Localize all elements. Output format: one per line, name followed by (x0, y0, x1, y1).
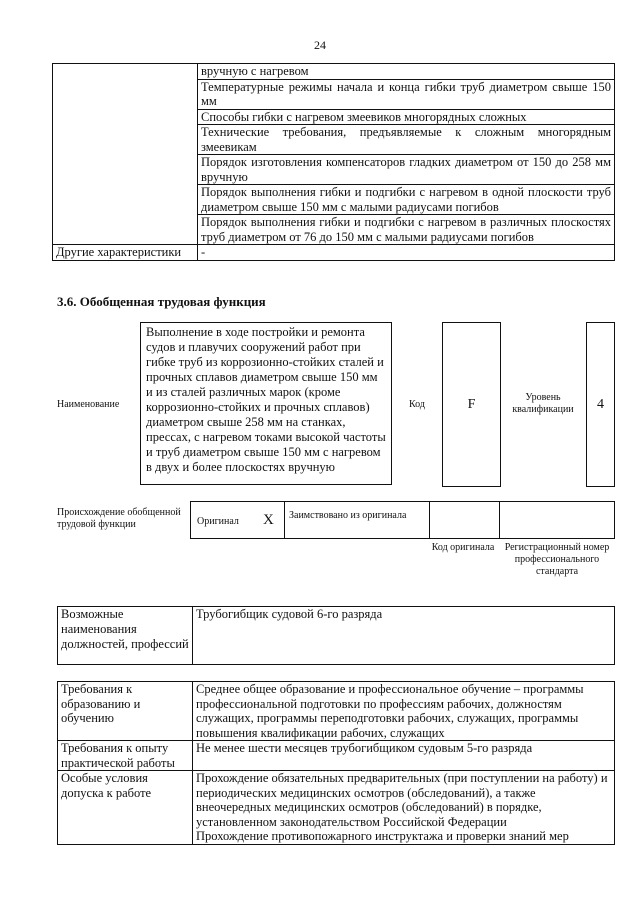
requirements-table (57, 681, 615, 845)
positions-label: Возможные наименования должностей, профессий (58, 607, 193, 665)
level-value-box (586, 322, 615, 487)
origin-borrowed-cell (285, 502, 430, 538)
table-cell: Способы гибки с нагревом змеевиков многорядных сложных (198, 109, 615, 125)
code-value-box (442, 322, 501, 487)
origin-label: Происхождение обобщенной трудовой функции (57, 507, 181, 530)
positions-value: Трубогибщик судовой 6-го разряда (193, 607, 615, 665)
requirement-label: Особые условия допуска к работе (58, 771, 193, 845)
table-cell: Температурные режимы начала и конца гибки труб диаметром свыше 150 мм (198, 79, 615, 109)
function-name-box: Выполнение в ходе постройки и ремонта судов и плавучих сооружений работ при гибке труб из коррозионно-стойких сталей и прочных сплавов диаметром свыше 150 мм и из сталей различных марок (кроме коррозионно-стойких и прочных сплавов) диаметром свыше 258 мм на станках, прессах, с нагревом токами высокой частоты и труб диаметром свыше 150 мм с нагревом в двух и более плоскостях вручную (140, 322, 392, 485)
requirement-label: Требования к образованию и обучению (58, 682, 193, 741)
table-cell: Порядок выполнения гибки и подгибки с нагревом в различных плоскостях труб диаметром от 76 до 150 мм с малыми радиусами погибов (198, 215, 615, 245)
origin-reg-cell (500, 502, 614, 538)
code-caption: Код оригинала (431, 542, 495, 553)
page-number: 24 (314, 38, 326, 52)
reg-caption: Регистрационный номер профессионального стандарта (504, 542, 610, 577)
continuation-table (52, 63, 615, 261)
requirement-text: Прохождение обязательных предварительных (при поступлении на работу) и периодических медицинских осмотров (обследований), а также внеочередных медицинских осмотров (обследований) в порядке, установленном законодательством Российской Федерации (196, 771, 608, 829)
section-heading: 3.6. Обобщенная трудовая функция (57, 294, 266, 309)
level-label: Уровень квалификации (512, 392, 574, 415)
requirement-label: Требования к опыту практической работы (58, 741, 193, 771)
requirement-value: Среднее общее образование и профессиональное обучение – программы профессиональной подготовки по профессиям рабочих, должностям служащих, программы переподготовки рабочих, служащих, программы повышения квалификации рабочих, служащих (193, 682, 615, 741)
table-cell-left: Другие характеристики (53, 245, 198, 261)
requirement-value (193, 771, 615, 845)
origin-table (190, 501, 615, 539)
code-label: Код (409, 399, 425, 410)
table-cell-left (53, 64, 198, 245)
name-label: Наименование (57, 399, 120, 410)
level-value: 4 (597, 396, 604, 412)
table-cell: вручную с нагревом (198, 64, 615, 80)
table-cell: - (198, 245, 615, 261)
requirement-text: Прохождение противопожарного инструктажа и проверки знаний мер (196, 829, 569, 843)
origin-original-cell (191, 502, 285, 538)
origin-code-cell (430, 502, 500, 538)
original-label: Оригинал (197, 516, 239, 527)
borrowed-label: Заимствовано из оригинала (289, 510, 407, 521)
table-cell: Порядок выполнения гибки и подгибки с нагревом в одной плоскости труб диаметром свыше 150 мм с малыми радиусами погибов (198, 185, 615, 215)
code-value: F (467, 396, 476, 412)
table-cell: Порядок изготовления компенсаторов гладких диаметром от 150 до 258 мм вручную (198, 155, 615, 185)
table-cell: Технические требования, предъявляемые к сложным многорядным змеевикам (198, 125, 615, 155)
requirement-value: Не менее шести месяцев трубогибщиком судовым 5-го разряда (193, 741, 615, 771)
original-mark: X (263, 512, 274, 528)
positions-table (57, 606, 615, 665)
